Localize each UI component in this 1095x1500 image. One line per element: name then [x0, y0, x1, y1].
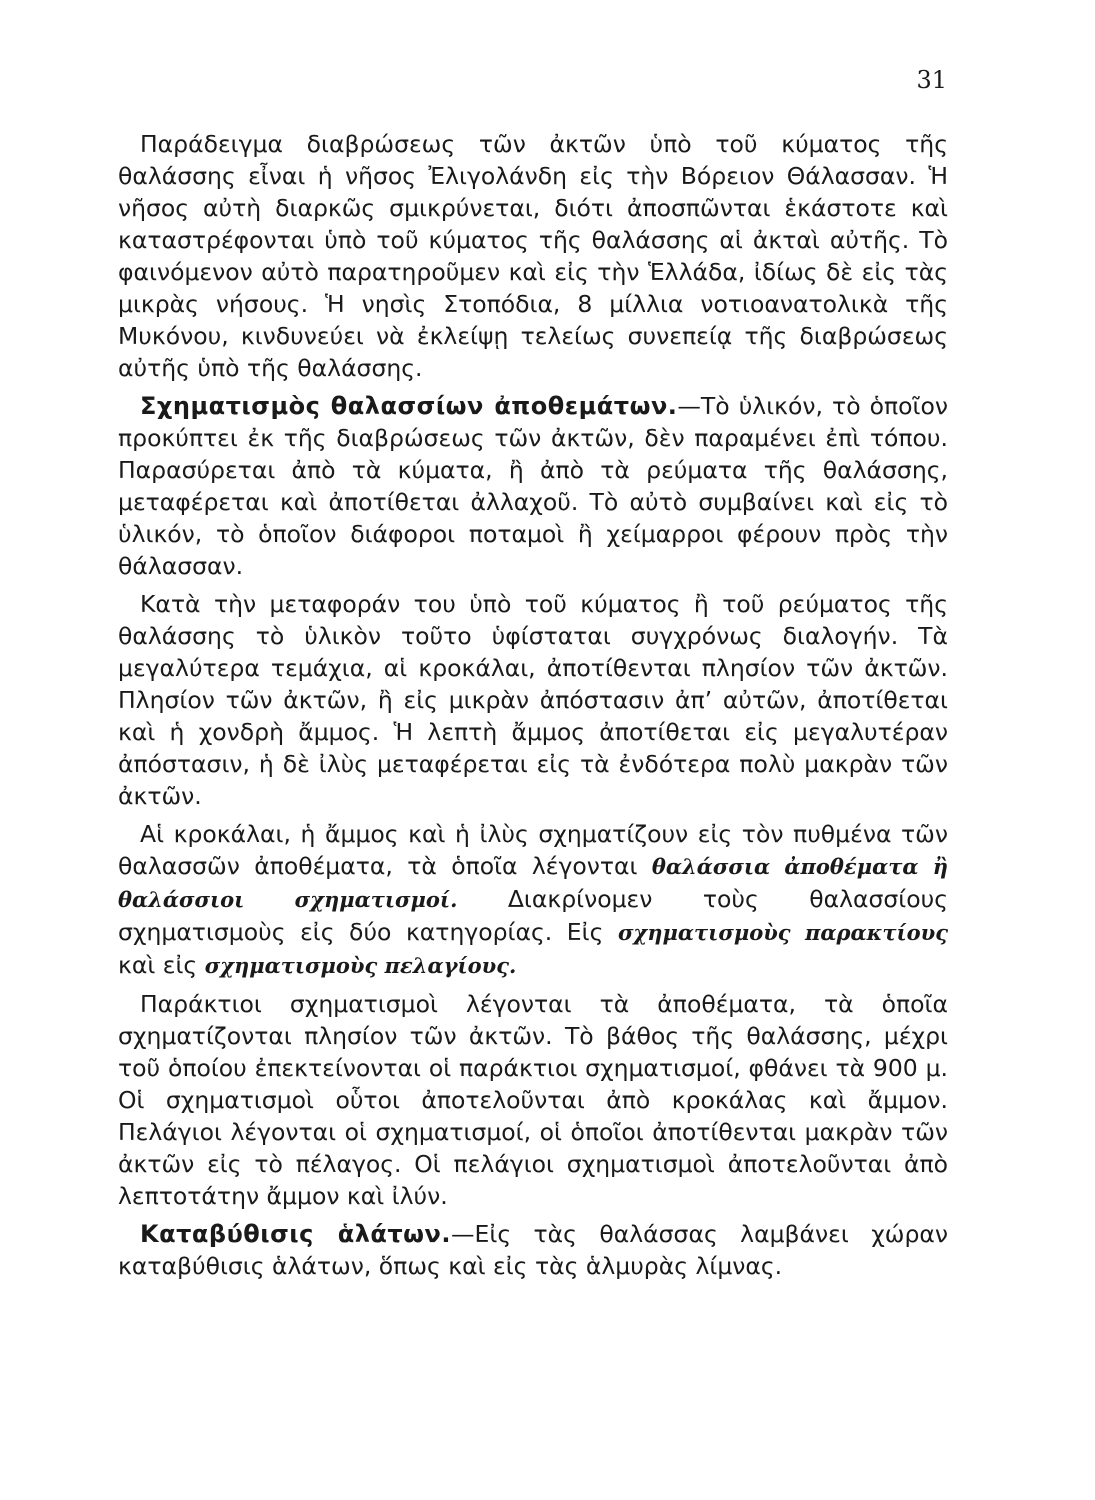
- paragraph-text: καὶ εἰς: [118, 951, 205, 979]
- paragraph: [118, 988, 948, 1212]
- paragraph: [118, 128, 948, 384]
- paragraph-text: Διακρίνομεν τοὺς θαλασσίους σχηματισμοὺς εἰς δύο κατηγορίας. Εἰς: [118, 885, 948, 946]
- paragraph-text: —Εἰς τὰς θαλάσσας λαμβάνει χώραν καταβύθισις ἁλάτων, ὅπως καὶ εἰς τὰς ἁλμυρὰς λίμνας.: [118, 1220, 949, 1280]
- emphasized-term: σχηματισμοὺς πελαγίους.: [204, 953, 517, 978]
- paragraph: [118, 390, 948, 582]
- section-heading: Καταβύθισις ἁλάτων.: [140, 1220, 452, 1248]
- section-heading: Σχηματισμὸς θαλασσίων ἀποθεμάτων.: [140, 392, 678, 420]
- emphasized-term: σχηματισμοὺς παρακτίους: [617, 920, 948, 945]
- body-text: [118, 128, 948, 1282]
- paragraph: [118, 1218, 948, 1282]
- paragraph-text: Κατὰ τὴν μεταφοράν του ὑπὸ τοῦ κύματος ἢ τοῦ ρεύματος τῆς θαλάσσης τὸ ὑλικὸν τοῦτο ὑφίσταται συγχρόνως διαλογήν. Τὰ μεγαλύτερα τεμάχια, αἱ κροκάλαι, ἀποτίθενται πλησίον τῶν ἀκτῶν. Πλησίον τῶν ἀκτῶν, ἢ εἰς μικρὰν ἀπόστασιν ἀπ’ αὐτῶν, ἀποτίθεται καὶ ἡ χονδρὴ ἄμμος. Ἡ λεπτὴ ἄμμος ἀποτίθεται εἰς μεγαλυτέραν ἀπόστασιν, ἡ δὲ ἰλὺς μεταφέρεται εἰς τὰ ἐνδότερα πολὺ μακρὰν τῶν ἀκτῶν.: [118, 590, 948, 810]
- emphasized-term: θαλάσσια ἀποθέματα ἢ θαλάσσιοι σχηματισμοί.: [118, 854, 948, 912]
- page-number: 31: [916, 66, 947, 94]
- paragraph: [118, 818, 948, 982]
- paragraph-text: Αἱ κροκάλαι, ἡ ἄμμος καὶ ἡ ἰλὺς σχηματίζουν εἰς τὸν πυθμένα τῶν θαλασσῶν ἀποθέματα, τὰ ὁποῖα λέγονται: [118, 820, 948, 880]
- paragraph-text: —Τὸ ὑλικόν, τὸ ὁποῖον προκύπτει ἐκ τῆς διαβρώσεως τῶν ἀκτῶν, δὲν παραμένει ἐπὶ τόπου. Παρασύρεται ἀπὸ τὰ κύματα, ἢ ἀπὸ τὰ ρεύματα τῆς θαλάσσης, μεταφέρεται καὶ ἀποτίθεται ἀλλαχοῦ. Τὸ αὐτὸ συμβαίνει καὶ εἰς τὸ ὑλικόν, τὸ ὁποῖον διάφοροι ποταμοὶ ἢ χείμαρροι φέρουν πρὸς τὴν θάλασσαν.: [118, 392, 948, 580]
- paragraph: [118, 588, 948, 812]
- paragraph-text: Παράκτιοι σχηματισμοὶ λέγονται τὰ ἀποθέματα, τὰ ὁποῖα σχηματίζονται πλησίον τῶν ἀκτῶν. Τὸ βάθος τῆς θαλάσσης, μέχρι τοῦ ὁποίου ἐπεκτείνονται οἱ παράκτιοι σχηματισμοί, φθάνει τὰ 900 μ. Οἱ σχηματισμοὶ οὗτοι ἀποτελοῦνται ἀπὸ κροκάλας καὶ ἄμμον. Πελάγιοι λέγονται οἱ σχηματισμοί, οἱ ὁποῖοι ἀποτίθενται μακρὰν τῶν ἀκτῶν εἰς τὸ πέλαγος. Οἱ πελάγιοι σχηματισμοὶ ἀποτελοῦνται ἀπὸ λεπτοτάτην ἄμμον καὶ ἰλύν.: [118, 990, 948, 1210]
- paragraph-text: Παράδειγμα διαβρώσεως τῶν ἀκτῶν ὑπὸ τοῦ κύματος τῆς θαλάσσης εἶναι ἡ νῆσος Ἐλιγολάνδη εἰς τὴν Βόρειον Θάλασσαν. Ἡ νῆσος αὐτὴ διαρκῶς σμικρύνεται, διότι ἀποσπῶνται ἑκάστοτε καὶ καταστρέφονται ὑπὸ τοῦ κύματος τῆς θαλάσσης αἱ ἀκταὶ αὐτῆς. Τὸ φαινόμενον αὐτὸ παρατηροῦμεν καὶ εἰς τὴν Ἑλλάδα, ἰδίως δὲ εἰς τὰς μικρὰς νήσους. Ἡ νησὶς Στοπόδια, 8 μίλλια νοτιοανατολικὰ τῆς Μυκόνου, κινδυνεύει νὰ ἐκλείψῃ τελείως συνεπείᾳ τῆς διαβρώσεως αὐτῆς ὑπὸ τῆς θαλάσσης.: [118, 130, 948, 382]
